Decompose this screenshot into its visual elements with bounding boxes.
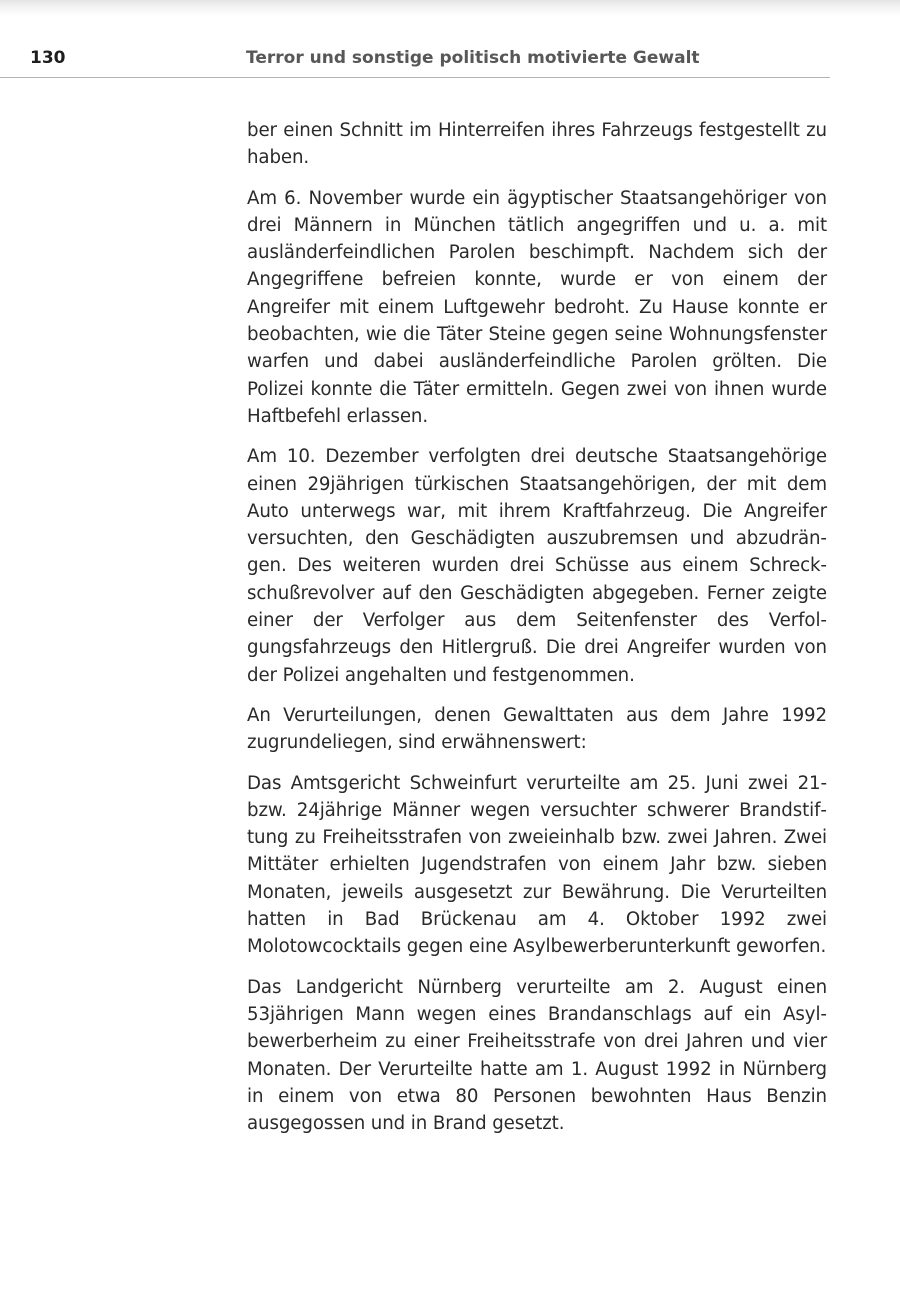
header-divider bbox=[0, 77, 830, 78]
scan-shadow-edge bbox=[0, 0, 900, 16]
paragraph-continuation: ber einen Schnitt im Hinterreifen ihres Fahrzeugs festgestellt zu haben. bbox=[247, 120, 827, 169]
paragraph-november-attack: Am 6. November wurde ein ägyptischer Staatsangehöriger von drei Männern in München tätlich angegriffen und u. a. mit ausländerfeindlichen Parolen beschimpft. Nachdem sich der Angegriffene befreien konnte, wurde er von einem der Angreifer mit einem Luftgewehr bedroht. Zu Hause konnte er beobachten, wie die Täter Steine gegen seine Wohnungsfenster warfen und dabei ausländerfeindliche Parolen grölten. Die Polizei konnte die Täter ermitteln. Gegen zwei von ihnen wurde Haftbefehl erlassen. bbox=[247, 187, 827, 427]
paragraph-december-pursuit: Am 10. Dezember verfolgten drei deutsche Staatsangehörige einen 29jährigen türkischen Staatsangehörigen, der mit dem Auto unterwegs war, mit ihrem Kraftfahrzeug. Die Angreifer versuchten, den Geschädigten auszubremsen und abzudrängen. Des weiteren wurden drei Schüsse aus einem Schreckschußrevolver auf den Geschädigten abgegeben. Ferner zeigte einer der Verfolger aus dem Seitenfenster des Verfolgungsfahrzeugs den Hitlergruß. Die drei Angreifer wurden von der Polizei angehalten und festgenommen. bbox=[247, 446, 827, 686]
page-number: 130 bbox=[30, 48, 66, 68]
paragraph-convictions-intro: An Verurteilungen, denen Gewalttaten aus dem Jahre 1992 zugrundeliegen, sind erwähnenswert: bbox=[247, 704, 827, 754]
body-text bbox=[247, 117, 827, 1137]
running-title: Terror und sonstige politisch motivierte Gewalt bbox=[246, 48, 700, 68]
paragraph-schweinfurt-verdict: Das Amtsgericht Schweinfurt verurteilte am 25. Juni zwei 21- bzw. 24jährige Männer wegen versuchter schwerer Brandstiftung zu Freiheitsstrafen von zweieinhalb bzw. zwei Jahren. Zwei Mittäter erhielten Jugendstrafen von einem Jahr bzw. sieben Monaten, jeweils ausgesetzt zur Bewährung. Die Verurteilten hatten in Bad Brückenau am 4. Oktober 1992 zwei Molotowcocktails gegen eine Asylbewerberunterkunft geworfen. bbox=[247, 772, 827, 958]
paragraph-nuernberg-verdict: Das Landgericht Nürnberg verurteilte am 2. August einen 53jährigen Mann wegen eines Brandanschlags auf ein Asylbewerberheim zu einer Freiheitsstrafe von drei Jahren und vier Monaten. Der Verurteilte hatte am 1. August 1992 in Nürnberg in einem von etwa 80 Personen bewohnten Haus Benzin ausgegossen und in Brand gesetzt. bbox=[247, 976, 827, 1135]
